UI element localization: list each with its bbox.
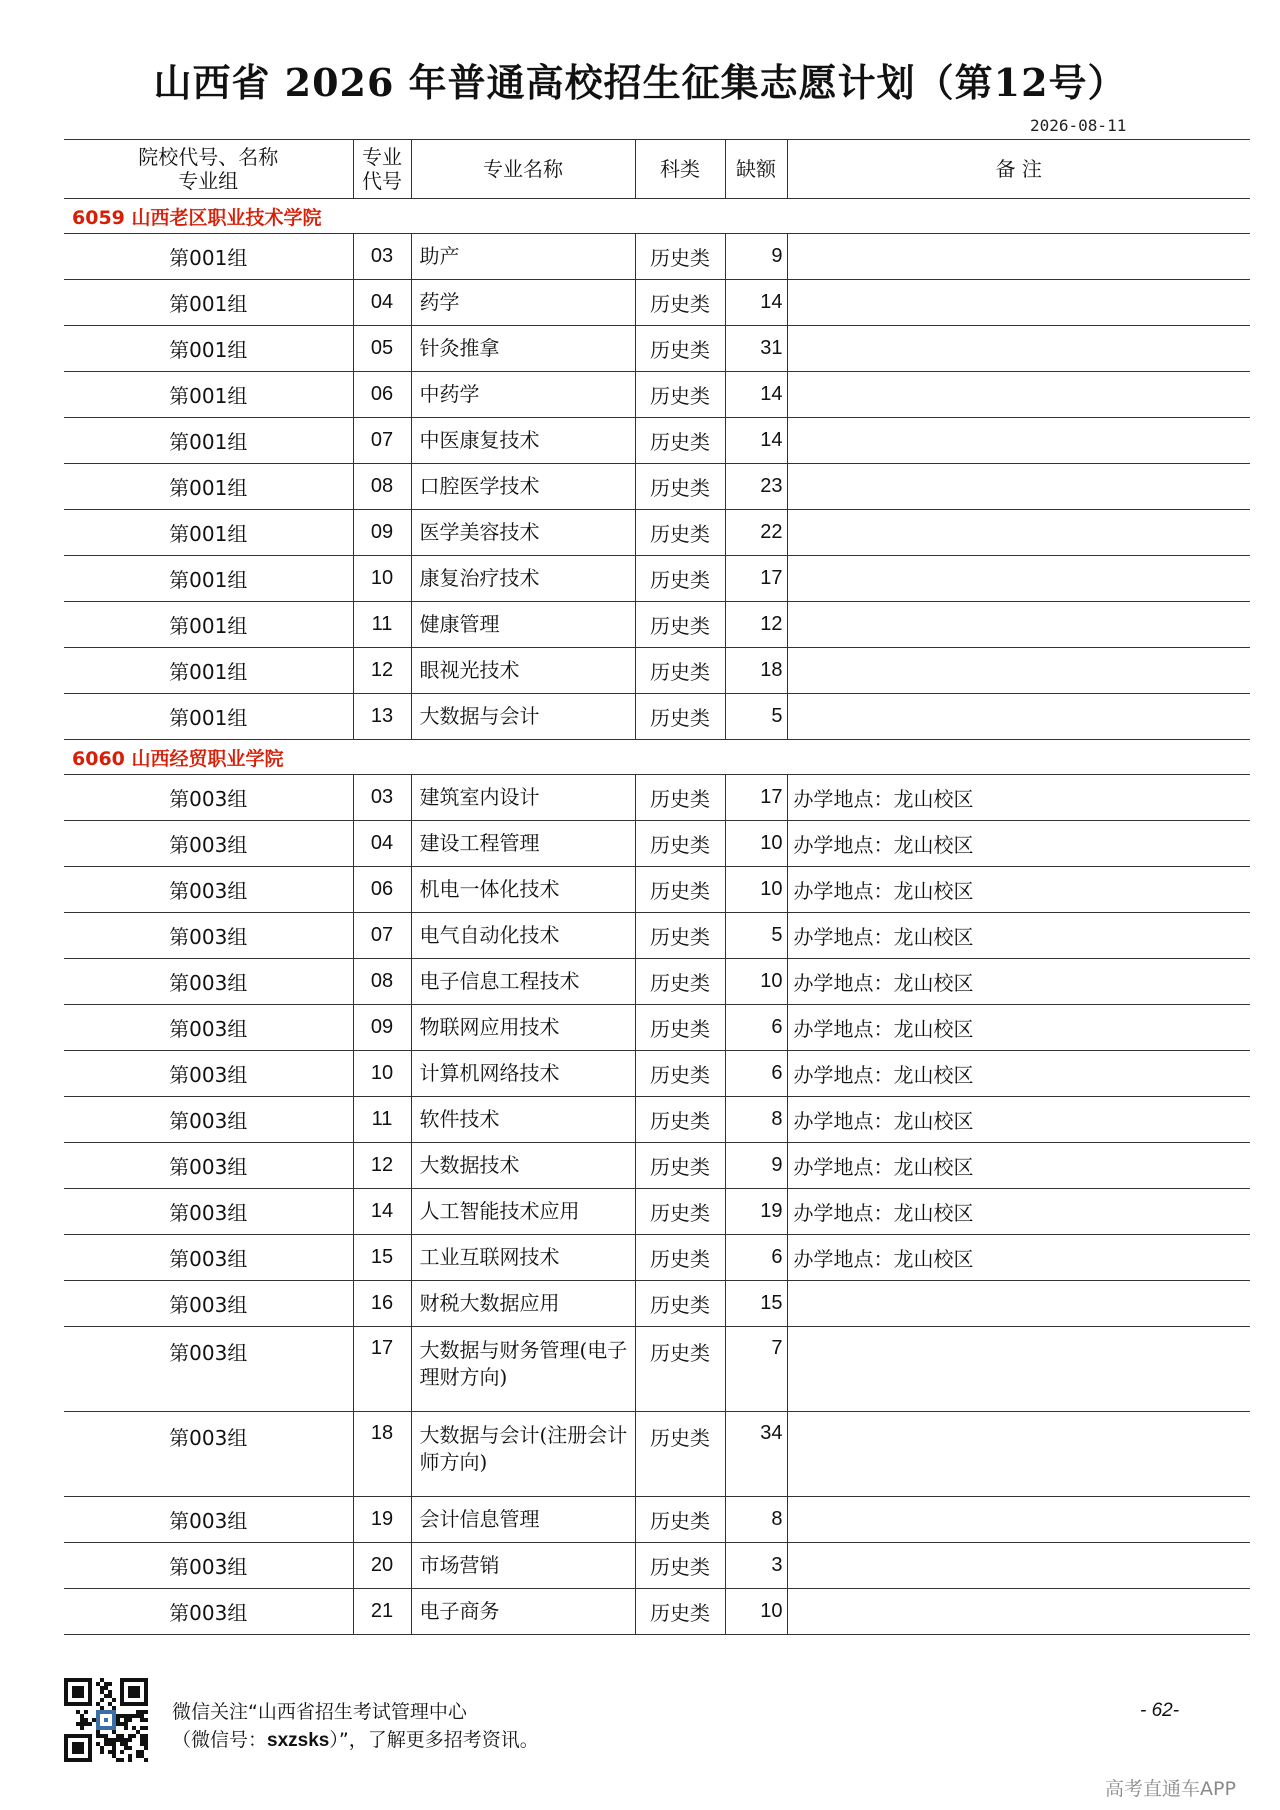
table-row [64, 648, 1250, 694]
group-cell: 第003组 [64, 1235, 353, 1281]
major-name-cell: 大数据与财务管理(电子理财方向) [411, 1327, 635, 1412]
group-cell: 第001组 [64, 372, 353, 418]
quota-cell: 14 [725, 418, 787, 464]
enrollment-plan-table [64, 139, 1250, 1635]
note-cell: 办学地点：龙山校区 [787, 913, 1250, 959]
table-row [64, 418, 1250, 464]
category-cell: 历史类 [635, 1412, 725, 1497]
table-row [64, 602, 1250, 648]
note-cell [787, 1543, 1250, 1589]
table-row [64, 326, 1250, 372]
table-row [64, 959, 1250, 1005]
table-row [64, 1327, 1250, 1412]
quota-cell: 7 [725, 1327, 787, 1412]
quota-cell: 17 [725, 556, 787, 602]
table-row [64, 1189, 1250, 1235]
major-code-cell: 09 [353, 510, 411, 556]
quota-cell: 9 [725, 234, 787, 280]
major-code-cell: 03 [353, 234, 411, 280]
category-cell: 历史类 [635, 1005, 725, 1051]
major-name-cell: 建筑室内设计 [411, 775, 635, 821]
category-cell: 历史类 [635, 1543, 725, 1589]
major-code-cell: 09 [353, 1005, 411, 1051]
footer-wechat-id: sxzsks [267, 1730, 330, 1751]
quota-cell: 5 [725, 913, 787, 959]
note-cell [787, 648, 1250, 694]
table-row [64, 1589, 1250, 1635]
table-row [64, 1051, 1250, 1097]
note-cell: 办学地点：龙山校区 [787, 867, 1250, 913]
category-cell: 历史类 [635, 694, 725, 740]
category-cell: 历史类 [635, 775, 725, 821]
major-name-cell: 康复治疗技术 [411, 556, 635, 602]
footer-line2-suffix: ）”，了解更多招考资讯。 [329, 1729, 539, 1751]
header-school: 院校代号、名称 [138, 145, 279, 169]
major-name-cell: 助产 [411, 234, 635, 280]
category-cell: 历史类 [635, 602, 725, 648]
major-name-cell: 大数据与会计(注册会计师方向) [411, 1412, 635, 1497]
header-major: 专业名称 [411, 140, 635, 199]
category-cell: 历史类 [635, 913, 725, 959]
table-row [64, 694, 1250, 740]
major-code-cell: 07 [353, 418, 411, 464]
major-code-cell: 10 [353, 1051, 411, 1097]
major-name-cell: 工业互联网技术 [411, 1235, 635, 1281]
quota-cell: 12 [725, 602, 787, 648]
category-cell: 历史类 [635, 1281, 725, 1327]
quota-cell: 10 [725, 959, 787, 1005]
note-cell: 办学地点：龙山校区 [787, 1097, 1250, 1143]
school-name: 山西经贸职业学院 [131, 747, 284, 770]
footer-wechat-notice [172, 1698, 539, 1755]
category-cell: 历史类 [635, 464, 725, 510]
note-cell [787, 556, 1250, 602]
header-code-line1: 专业 [362, 145, 402, 169]
note-cell: 办学地点：龙山校区 [787, 821, 1250, 867]
major-name-cell: 软件技术 [411, 1097, 635, 1143]
major-code-cell: 08 [353, 464, 411, 510]
school-name: 山西老区职业技术学院 [131, 206, 322, 229]
note-cell [787, 1281, 1250, 1327]
major-code-cell: 19 [353, 1497, 411, 1543]
quota-cell: 5 [725, 694, 787, 740]
major-code-cell: 21 [353, 1589, 411, 1635]
major-name-cell: 人工智能技术应用 [411, 1189, 635, 1235]
note-cell [787, 510, 1250, 556]
category-cell: 历史类 [635, 280, 725, 326]
group-cell: 第003组 [64, 1327, 353, 1412]
group-cell: 第001组 [64, 556, 353, 602]
major-code-cell: 05 [353, 326, 411, 372]
category-cell: 历史类 [635, 648, 725, 694]
note-cell: 办学地点：龙山校区 [787, 1051, 1250, 1097]
table-row [64, 372, 1250, 418]
header-code-line2: 代号 [362, 169, 402, 193]
major-code-cell: 03 [353, 775, 411, 821]
category-cell: 历史类 [635, 510, 725, 556]
group-cell: 第003组 [64, 775, 353, 821]
category-cell: 历史类 [635, 418, 725, 464]
footer-line1: 微信关注“山西省招生考试管理中心 [172, 1701, 467, 1723]
category-cell: 历史类 [635, 1235, 725, 1281]
major-name-cell: 健康管理 [411, 602, 635, 648]
group-cell: 第001组 [64, 648, 353, 694]
group-cell: 第003组 [64, 1589, 353, 1635]
major-name-cell: 电气自动化技术 [411, 913, 635, 959]
quota-cell: 18 [725, 648, 787, 694]
note-cell: 办学地点：龙山校区 [787, 959, 1250, 1005]
category-cell: 历史类 [635, 1589, 725, 1635]
group-cell: 第003组 [64, 959, 353, 1005]
category-cell: 历史类 [635, 1497, 725, 1543]
group-cell: 第003组 [64, 1543, 353, 1589]
major-name-cell: 口腔医学技术 [411, 464, 635, 510]
note-cell [787, 1589, 1250, 1635]
table-header-row [64, 140, 1250, 199]
group-cell: 第003组 [64, 1412, 353, 1497]
group-cell: 第001组 [64, 418, 353, 464]
header-note: 备 注 [787, 140, 1250, 199]
table-row [64, 913, 1250, 959]
group-cell: 第001组 [64, 694, 353, 740]
quota-cell: 17 [725, 775, 787, 821]
major-name-cell: 物联网应用技术 [411, 1005, 635, 1051]
quota-cell: 10 [725, 821, 787, 867]
note-cell [787, 1497, 1250, 1543]
major-code-cell: 11 [353, 602, 411, 648]
major-code-cell: 17 [353, 1327, 411, 1412]
major-name-cell: 中医康复技术 [411, 418, 635, 464]
major-name-cell: 会计信息管理 [411, 1497, 635, 1543]
category-cell: 历史类 [635, 1327, 725, 1412]
quota-cell: 10 [725, 1589, 787, 1635]
note-cell [787, 602, 1250, 648]
category-cell: 历史类 [635, 1189, 725, 1235]
quota-cell: 6 [725, 1005, 787, 1051]
major-code-cell: 20 [353, 1543, 411, 1589]
group-cell: 第003组 [64, 913, 353, 959]
category-cell: 历史类 [635, 234, 725, 280]
note-cell [787, 694, 1250, 740]
quota-cell: 15 [725, 1281, 787, 1327]
table-row [64, 1235, 1250, 1281]
table-row [64, 234, 1250, 280]
quota-cell: 31 [725, 326, 787, 372]
group-cell: 第001组 [64, 326, 353, 372]
group-cell: 第003组 [64, 821, 353, 867]
major-code-cell: 07 [353, 913, 411, 959]
table-row [64, 510, 1250, 556]
footer-line2 [172, 1726, 539, 1755]
quota-cell: 14 [725, 280, 787, 326]
category-cell: 历史类 [635, 959, 725, 1005]
major-code-cell: 16 [353, 1281, 411, 1327]
table-row [64, 1543, 1250, 1589]
quota-cell: 19 [725, 1189, 787, 1235]
quota-cell: 6 [725, 1051, 787, 1097]
major-code-cell: 13 [353, 694, 411, 740]
group-cell: 第003组 [64, 1051, 353, 1097]
major-code-cell: 12 [353, 1143, 411, 1189]
note-cell [787, 326, 1250, 372]
header-quota: 缺额 [725, 140, 787, 199]
category-cell: 历史类 [635, 1097, 725, 1143]
note-cell: 办学地点：龙山校区 [787, 1189, 1250, 1235]
major-name-cell: 大数据技术 [411, 1143, 635, 1189]
major-code-cell: 11 [353, 1097, 411, 1143]
table-row [64, 1097, 1250, 1143]
table-row [64, 1143, 1250, 1189]
table-row [64, 867, 1250, 913]
major-name-cell: 电子信息工程技术 [411, 959, 635, 1005]
school-heading [64, 199, 1250, 234]
table-row [64, 1281, 1250, 1327]
quota-cell: 3 [725, 1543, 787, 1589]
group-cell: 第001组 [64, 464, 353, 510]
category-cell: 历史类 [635, 372, 725, 418]
note-cell: 办学地点：龙山校区 [787, 1235, 1250, 1281]
table-row [64, 1005, 1250, 1051]
group-cell: 第001组 [64, 510, 353, 556]
major-code-cell: 04 [353, 280, 411, 326]
page-title: 山西省 2026 年普通高校招生征集志愿计划（第12号） [153, 60, 1127, 105]
table-row [64, 1412, 1250, 1497]
group-cell: 第001组 [64, 280, 353, 326]
group-cell: 第003组 [64, 1143, 353, 1189]
table-row [64, 280, 1250, 326]
table-row [64, 775, 1250, 821]
major-code-cell: 14 [353, 1189, 411, 1235]
major-name-cell: 机电一体化技术 [411, 867, 635, 913]
major-name-cell: 计算机网络技术 [411, 1051, 635, 1097]
group-cell: 第003组 [64, 867, 353, 913]
major-name-cell: 市场营销 [411, 1543, 635, 1589]
school-heading [64, 740, 1250, 775]
major-code-cell: 12 [353, 648, 411, 694]
quota-cell: 22 [725, 510, 787, 556]
major-name-cell: 财税大数据应用 [411, 1281, 635, 1327]
group-cell: 第003组 [64, 1497, 353, 1543]
group-cell: 第003组 [64, 1281, 353, 1327]
group-cell: 第003组 [64, 1097, 353, 1143]
major-code-cell: 04 [353, 821, 411, 867]
major-name-cell: 眼视光技术 [411, 648, 635, 694]
category-cell: 历史类 [635, 821, 725, 867]
publish-date: 2026-08-11 [1030, 116, 1127, 135]
note-cell: 办学地点：龙山校区 [787, 1143, 1250, 1189]
quota-cell: 9 [725, 1143, 787, 1189]
table-row [64, 821, 1250, 867]
school-code: 6059 [72, 206, 125, 229]
major-code-cell: 18 [353, 1412, 411, 1497]
note-cell [787, 418, 1250, 464]
note-cell: 办学地点：龙山校区 [787, 1005, 1250, 1051]
note-cell [787, 1327, 1250, 1412]
quota-cell: 8 [725, 1497, 787, 1543]
header-code [353, 140, 411, 199]
page-number: - 62- [1140, 1700, 1180, 1721]
major-name-cell: 大数据与会计 [411, 694, 635, 740]
footer-line2-prefix: （微信号： [172, 1729, 268, 1751]
school-section-row [64, 740, 1250, 775]
school-section-row [64, 199, 1250, 234]
quota-cell: 8 [725, 1097, 787, 1143]
major-name-cell: 电子商务 [411, 1589, 635, 1635]
quota-cell: 34 [725, 1412, 787, 1497]
major-code-cell: 08 [353, 959, 411, 1005]
major-name-cell: 药学 [411, 280, 635, 326]
table-row [64, 464, 1250, 510]
note-cell [787, 464, 1250, 510]
table-row [64, 556, 1250, 602]
major-name-cell: 针灸推拿 [411, 326, 635, 372]
category-cell: 历史类 [635, 1051, 725, 1097]
category-cell: 历史类 [635, 867, 725, 913]
watermark: 高考直通车APP [1105, 1778, 1236, 1800]
header-category: 科类 [635, 140, 725, 199]
major-code-cell: 15 [353, 1235, 411, 1281]
quota-cell: 23 [725, 464, 787, 510]
note-cell [787, 280, 1250, 326]
note-cell [787, 1412, 1250, 1497]
group-cell: 第001组 [64, 602, 353, 648]
category-cell: 历史类 [635, 556, 725, 602]
group-cell: 第003组 [64, 1189, 353, 1235]
table-body [64, 199, 1250, 1635]
school-code: 6060 [72, 747, 125, 770]
header-group: 专业组 [178, 169, 239, 193]
quota-cell: 10 [725, 867, 787, 913]
quota-cell: 6 [725, 1235, 787, 1281]
major-name-cell: 医学美容技术 [411, 510, 635, 556]
note-cell [787, 234, 1250, 280]
note-cell [787, 372, 1250, 418]
group-cell: 第001组 [64, 234, 353, 280]
table-row [64, 1497, 1250, 1543]
note-cell: 办学地点：龙山校区 [787, 775, 1250, 821]
major-code-cell: 06 [353, 372, 411, 418]
group-cell: 第003组 [64, 1005, 353, 1051]
header-school-group [64, 140, 353, 199]
major-code-cell: 10 [353, 556, 411, 602]
major-name-cell: 中药学 [411, 372, 635, 418]
major-code-cell: 06 [353, 867, 411, 913]
major-name-cell: 建设工程管理 [411, 821, 635, 867]
qr-code-icon [64, 1678, 148, 1762]
quota-cell: 14 [725, 372, 787, 418]
category-cell: 历史类 [635, 1143, 725, 1189]
category-cell: 历史类 [635, 326, 725, 372]
